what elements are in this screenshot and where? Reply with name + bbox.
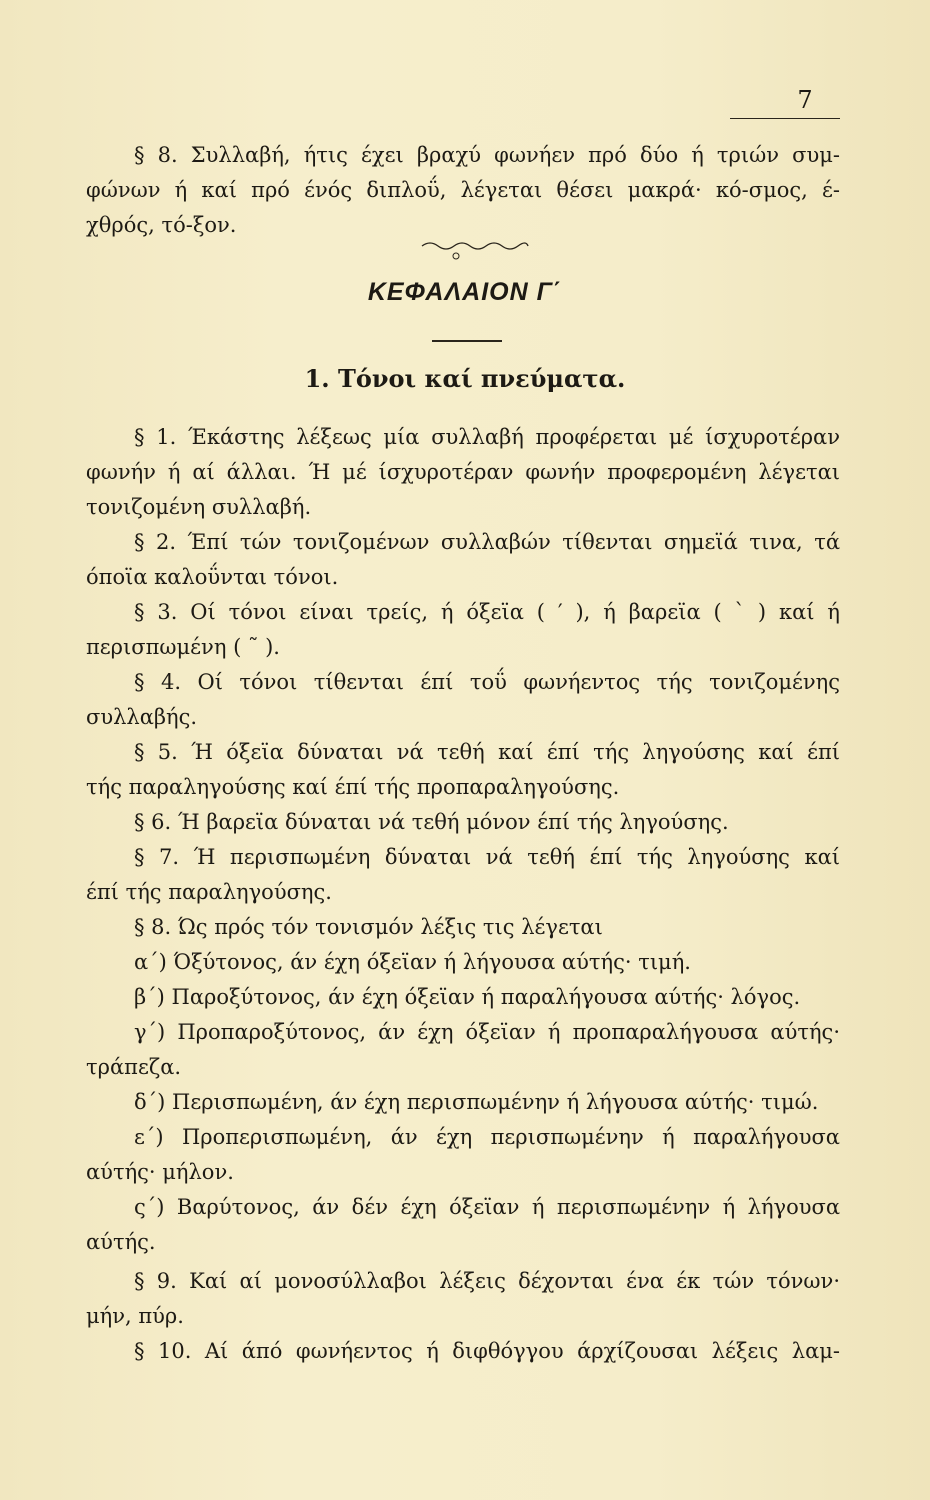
text-line: § 6. Ή βαρεϊα δύναται νά τεθή μόνον έπί τής ληγούσης. xyxy=(134,810,729,834)
text-line: περισπωμένη ( ˜ ). xyxy=(86,635,280,659)
page-number: 7 xyxy=(797,86,813,114)
chapter-title: ΚΕΦΑΛΑΙΟΝ Γ΄ xyxy=(367,278,563,306)
text-line: έπί τής παραληγούσης. xyxy=(86,880,332,904)
text-line: φώνων ή καί πρό ένός διπλοΰ, λέγεται θέσει μακρά· κό-σμος, έ- xyxy=(86,178,840,202)
text-line: μήν, πύρ. xyxy=(86,1304,184,1328)
text-line: § 8. Συλλαβή, ήτις έχει βραχύ φωνήεν πρό δύο ή τριών συμ- xyxy=(134,143,840,167)
text-line: § 7. Ή περισπωμένη δύναται νά τεθή έπί τής ληγούσης καί xyxy=(134,845,840,869)
text-line: δ΄) Περισπωμένη, άν έχη περισπωμένην ή λήγουσα αύτής· τιμώ. xyxy=(134,1090,819,1114)
text-line: χθρός, τό-ξον. xyxy=(86,213,237,237)
text-line: § 4. Οί τόνοι τίθενται έπί τοΰ φωνήεντος τής τονιζομένης xyxy=(134,670,840,694)
text-line: αύτής· μήλον. xyxy=(86,1160,234,1184)
paragraph-8-syllable-length xyxy=(86,138,840,243)
text-line: ε΄) Προπερισπωμένη, άν έχη περισπωμένην ή παραλήγουσα xyxy=(134,1125,840,1149)
text-line: τής παραληγούσης καί έπί τής προπαραληγούσης. xyxy=(86,775,620,799)
header-rule xyxy=(730,118,840,119)
text-line: § 3. Οί τόνοι είναι τρείς, ή όξεϊα ( ′ ), ή βαρεϊα ( ` ) καί ή xyxy=(134,600,840,624)
text-line: όποϊα καλοΰνται τόνοι. xyxy=(86,565,339,589)
paragraph-9-10 xyxy=(86,1264,840,1369)
text-line: § 8. Ώς πρός τόν τονισμόν λέξις τις λέγεται xyxy=(134,915,603,939)
section-heading: 1. Τόνοι καί πνεύματα. xyxy=(304,364,626,393)
text-line: ς΄) Βαρύτονος, άν δέν έχη όξεϊαν ή περισπωμένην ή λήγουσα xyxy=(134,1195,840,1219)
text-line: § 2. Έπί τών τονιζομένων συλλαβών τίθενται σημεϊά τινα, τά xyxy=(134,530,840,554)
text-line: § 10. Αί άπό φωνήεντος ή διφθόγγου άρχίζουσαι λέξεις λαμ- xyxy=(134,1339,840,1363)
text-line: § 5. Ή όξεϊα δύναται νά τεθή καί έπί τής ληγούσης καί έπί xyxy=(134,740,840,764)
text-line: τράπεζα. xyxy=(86,1055,182,1079)
chapter-rule xyxy=(432,340,502,342)
text-line: φωνήν ή αί άλλαι. Ή μέ ίσχυροτέραν φωνήν προφερομένη λέγεται xyxy=(86,460,840,484)
text-line: γ΄) Προπαροξύτονος, άν έχη όξεϊαν ή προπαραλήγουσα αύτής· xyxy=(134,1020,840,1044)
accents-body xyxy=(86,420,840,1260)
text-line: § 1. Έκάστης λέξεως μία συλλαβή προφέρεται μέ ίσχυροτέραν xyxy=(134,425,840,449)
ornament-divider xyxy=(420,238,530,262)
text-line: § 9. Καί αί μονοσύλλαβοι λέξεις δέχονται ένα έκ τών τόνων· xyxy=(134,1269,840,1293)
text-line: α΄) Όξύτονος, άν έχη όξεϊαν ή λήγουσα αύτής· τιμή. xyxy=(134,950,691,974)
text-line: συλλαβής. xyxy=(86,705,198,729)
text-line: τονιζομένη συλλαβή. xyxy=(86,495,312,519)
text-line: β΄) Παροξύτονος, άν έχη όξεϊαν ή παραλήγουσα αύτής· λόγος. xyxy=(134,985,801,1009)
text-line: αύτής. xyxy=(86,1230,156,1254)
